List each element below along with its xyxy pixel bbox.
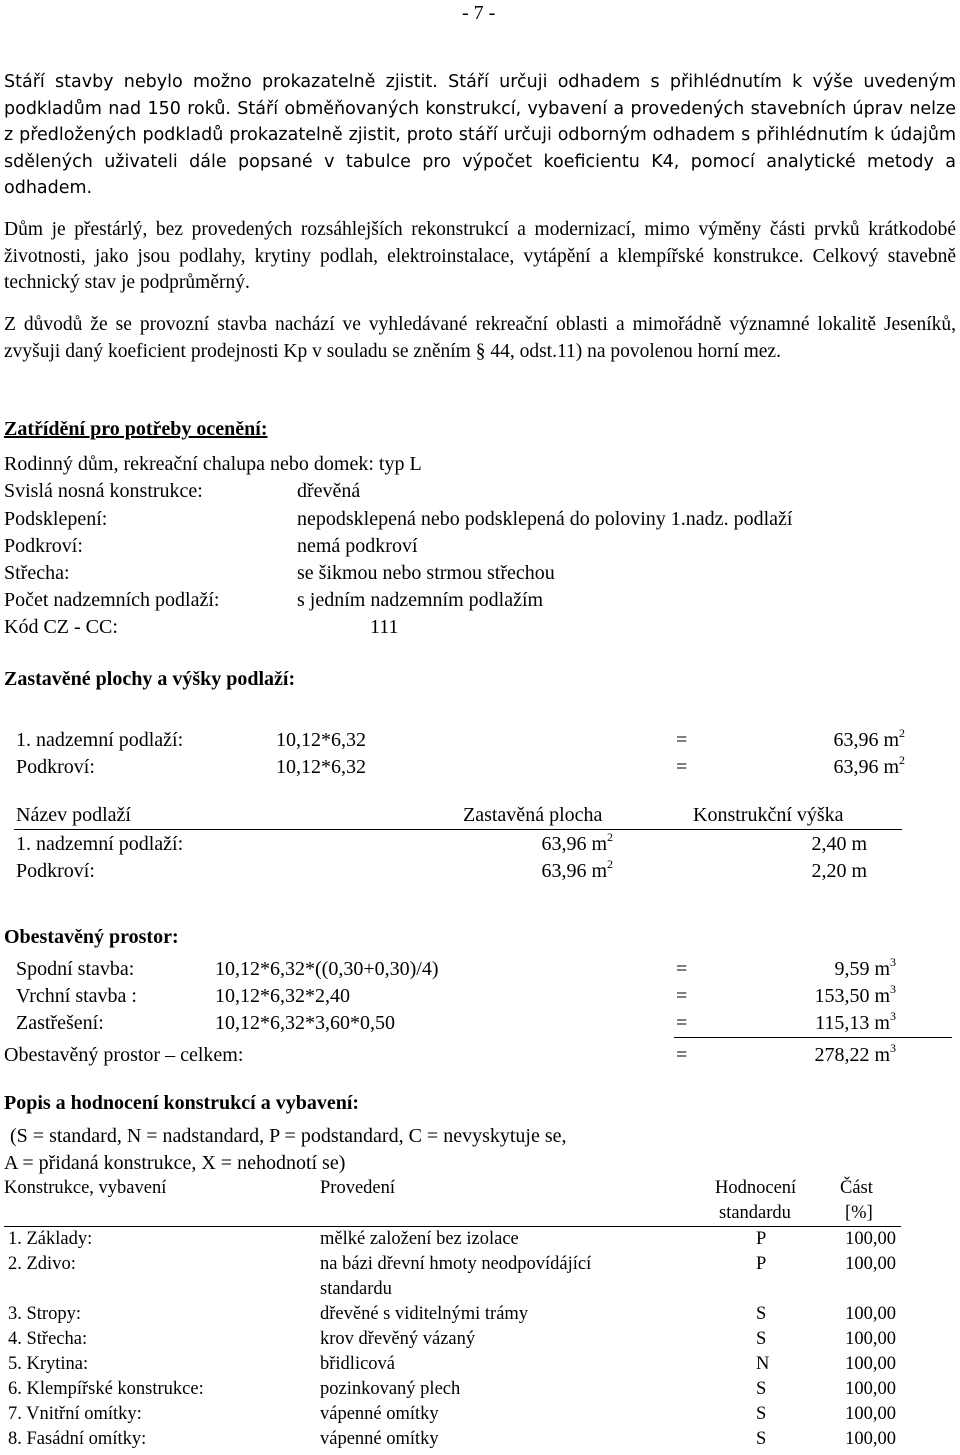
volume-formula: 10,12*6,32*((0,30+0,30)/4) bbox=[215, 958, 439, 980]
class-label: Svislá nosná konstrukce: bbox=[4, 480, 203, 502]
code-value: 111 bbox=[370, 616, 399, 638]
paragraph-coefficient: Z důvodů že se provozní stavba nachází ve vyhledávané rekreační oblasti a mimořádně významné lokalitě Jeseníků, zvyšuji daný koeficient prodejnosti Kp v souladu se zněním § 44, odst.11) na povolenou horní mez. bbox=[4, 314, 956, 362]
eval-row-rating: P bbox=[756, 1229, 767, 1249]
floors-header-height: Konstrukční výška bbox=[693, 804, 844, 826]
evaluation-legend-line1: (S = standard, N = nadstandard, P = podstandard, C = nevyskytuje se, bbox=[10, 1125, 567, 1147]
eval-row-share: 100,00 bbox=[845, 1429, 896, 1449]
eval-row-execution: na bázi dřevní hmoty neodpovídájící bbox=[320, 1254, 592, 1274]
eval-row-share: 100,00 bbox=[845, 1254, 896, 1274]
class-value: s jedním nadzemním podlažím bbox=[297, 589, 544, 611]
eval-row-share: 100,00 bbox=[845, 1354, 896, 1374]
volume-total-label: Obestavěný prostor – celkem: bbox=[4, 1044, 244, 1066]
floors-row-height: 2,40 m bbox=[811, 833, 867, 855]
floors-header-area: Zastavěná plocha bbox=[463, 804, 603, 826]
area-value: 63,96 $m^2$ bbox=[833, 753, 905, 778]
classification-type-line: Rodinný dům, rekreační chalupa nebo domek: typ L bbox=[4, 453, 422, 475]
eval-header-construction: Konstrukce, vybavení bbox=[4, 1178, 167, 1198]
eval-row-execution: krov dřevěný vázaný bbox=[320, 1329, 476, 1349]
eval-row-rating: N bbox=[756, 1354, 770, 1374]
eval-header-share: Část bbox=[840, 1178, 873, 1198]
paragraph-condition: Dům je přestárlý, bez provedených rozsáhlejších rekonstrukcí a modernizací, mimo výměny části prvků krátkodobé životnosti, jako jsou podlahy, krytiny podlah, elektroinstalace, vytápění a klempířské konstrukce. Celkový stavebně technický stav je podprůměrný. bbox=[4, 219, 956, 293]
evaluation-legend-line2: A = přidaná konstrukce, X = nehodnotí se) bbox=[4, 1152, 346, 1174]
volume-value: 9,59 $m^3$ bbox=[834, 955, 896, 980]
class-label: Střecha: bbox=[4, 562, 70, 584]
eval-row-execution: dřevěné s viditelnými trámy bbox=[320, 1304, 529, 1324]
built-areas-heading: Zastavěné plochy a výšky podlaží: bbox=[4, 668, 296, 690]
volume-heading: Obestavěný prostor: bbox=[4, 926, 179, 948]
class-label: Počet nadzemních podlaží: bbox=[4, 589, 220, 611]
floors-row-name: Podkroví: bbox=[16, 860, 95, 882]
class-value: dřevěná bbox=[297, 480, 361, 502]
class-value: nemá podkroví bbox=[297, 535, 418, 557]
page-number: - 7 - bbox=[462, 2, 496, 24]
volume-total-value: 278,22 $m^3$ bbox=[814, 1041, 896, 1066]
floors-row-area: 63,96 $m^2$ bbox=[541, 830, 613, 855]
volume-label: Zastřešení: bbox=[16, 1012, 104, 1034]
eval-row-construction: 5. Krytina: bbox=[8, 1354, 89, 1374]
classification-heading: Zatřídění pro potřeby ocenění: bbox=[4, 418, 268, 440]
eval-row-construction: 7. Vnitřní omítky: bbox=[8, 1404, 142, 1424]
eval-row-execution-cont: standardu bbox=[320, 1279, 392, 1299]
volume-label: Vrchní stavba : bbox=[16, 985, 137, 1007]
area-formula: 10,12*6,32 bbox=[276, 756, 366, 778]
area-formula: 10,12*6,32 bbox=[276, 729, 366, 751]
eval-row-execution: břidlicová bbox=[320, 1354, 396, 1374]
eval-row-rating: S bbox=[756, 1404, 767, 1424]
area-label: 1. nadzemní podlaží: bbox=[16, 729, 184, 751]
eval-header-share-2: [%] bbox=[845, 1203, 873, 1223]
eval-row-construction: 4. Střecha: bbox=[8, 1329, 88, 1349]
eval-header-rating: Hodnocení bbox=[715, 1178, 797, 1198]
floors-row-name: 1. nadzemní podlaží: bbox=[16, 833, 184, 855]
volume-value: 153,50 $m^3$ bbox=[814, 982, 896, 1007]
volume-equals: = bbox=[676, 1012, 688, 1034]
eval-row-execution: vápenné omítky bbox=[320, 1404, 439, 1424]
floors-row-height: 2,20 m bbox=[811, 860, 867, 882]
volume-label: Spodní stavba: bbox=[16, 958, 135, 980]
eval-row-construction: 6. Klempířské konstrukce: bbox=[8, 1379, 204, 1399]
class-value: nepodsklepená nebo podsklepená do poloviny 1.nadz. podlaží bbox=[297, 508, 793, 530]
eval-row-share: 100,00 bbox=[845, 1229, 896, 1249]
eval-row-share: 100,00 bbox=[845, 1304, 896, 1324]
eval-row-share: 100,00 bbox=[845, 1404, 896, 1424]
eval-row-construction: 8. Fasádní omítky: bbox=[8, 1429, 147, 1449]
area-label: Podkroví: bbox=[16, 756, 95, 778]
volume-equals: = bbox=[676, 958, 688, 980]
volume-total-equals: = bbox=[676, 1044, 688, 1066]
eval-row-rating: S bbox=[756, 1379, 767, 1399]
class-label: Podkroví: bbox=[4, 535, 83, 557]
volume-formula: 10,12*6,32*3,60*0,50 bbox=[215, 1012, 395, 1034]
eval-row-rating: S bbox=[756, 1304, 767, 1324]
volume-value: 115,13 $m^3$ bbox=[815, 1009, 896, 1034]
eval-row-share: 100,00 bbox=[845, 1329, 896, 1349]
eval-header-rule bbox=[4, 1226, 901, 1227]
paragraph-age: Stáří stavby nebylo možno prokazatelně zjistit. Stáří určuji odhadem s přihlédnutím k výše uvedeným podkladům nad 150 roků. Stáří obměňovaných konstrukcí, vybavení a provedených stavebních úprav nelze z předložených podkladů prokazatelně zjistit, proto stáří určuji odborným odhadem s přihlédnutím k údajům sdělených uživateli dále popsané v tabulce pro výpočet koeficientu K4, pomocí analytické metody a odhadem. bbox=[4, 72, 956, 198]
eval-row-rating: P bbox=[756, 1254, 767, 1274]
eval-header-rating-2: standardu bbox=[719, 1203, 791, 1223]
floors-header-name: Název podlaží bbox=[16, 804, 131, 826]
area-equals: = bbox=[676, 729, 688, 751]
volume-equals: = bbox=[676, 985, 688, 1007]
floors-row-area: 63,96 $m^2$ bbox=[541, 857, 613, 882]
eval-row-execution: pozinkovaný plech bbox=[320, 1379, 461, 1399]
eval-row-execution: vápenné omítky bbox=[320, 1429, 439, 1449]
eval-header-execution: Provedení bbox=[320, 1178, 396, 1198]
area-value: 63,96 $m^2$ bbox=[833, 726, 905, 751]
code-label: Kód CZ - CC: bbox=[4, 616, 118, 638]
eval-row-construction: 1. Základy: bbox=[8, 1229, 93, 1249]
area-equals: = bbox=[676, 756, 688, 778]
eval-row-construction: 3. Stropy: bbox=[8, 1304, 81, 1324]
eval-row-construction: 2. Zdivo: bbox=[8, 1254, 76, 1274]
eval-row-rating: S bbox=[756, 1429, 767, 1449]
eval-row-share: 100,00 bbox=[845, 1379, 896, 1399]
class-value: se šikmou nebo strmou střechou bbox=[297, 562, 555, 584]
floors-header-rule bbox=[14, 829, 902, 830]
eval-row-rating: S bbox=[756, 1329, 767, 1349]
eval-row-execution: mělké založení bez izolace bbox=[320, 1229, 519, 1249]
volume-sum-rule bbox=[674, 1037, 952, 1038]
evaluation-heading: Popis a hodnocení konstrukcí a vybavení: bbox=[4, 1092, 360, 1114]
volume-formula: 10,12*6,32*2,40 bbox=[215, 985, 350, 1007]
class-label: Podsklepení: bbox=[4, 508, 108, 530]
